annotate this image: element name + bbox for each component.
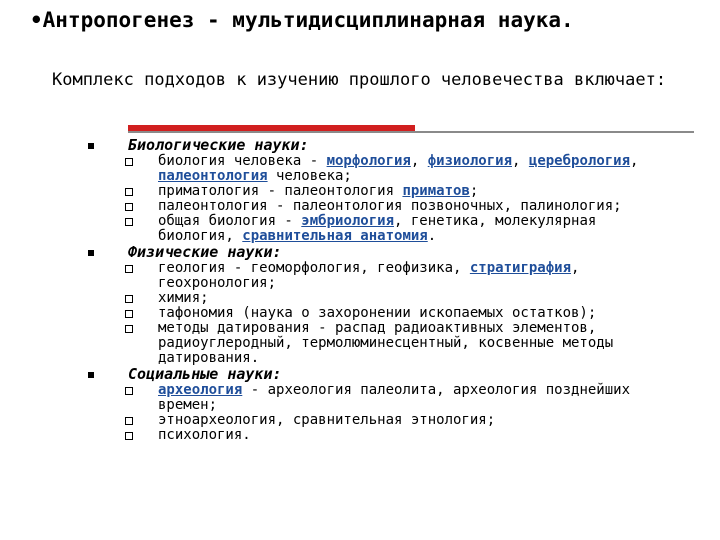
hollow-square-bullet-icon <box>125 310 133 318</box>
term-link[interactable]: археология <box>158 382 243 398</box>
term-link[interactable]: церебрология <box>528 153 631 169</box>
term-link[interactable]: приматов <box>402 183 470 199</box>
list-item <box>0 306 678 321</box>
item-text: химия; <box>158 290 209 306</box>
list-item <box>0 199 678 214</box>
item-text: , <box>512 153 529 169</box>
group-heading-text: Биологические науки: <box>128 136 309 154</box>
group-heading <box>0 244 720 261</box>
list-item <box>0 413 678 428</box>
term-link[interactable]: морфология <box>326 153 411 169</box>
list-item <box>0 214 678 244</box>
divider-line <box>128 131 694 133</box>
hollow-square-bullet-icon <box>125 218 133 226</box>
item-text: , генетика, молекулярная биология, <box>158 213 597 244</box>
term-link[interactable]: физиология <box>427 153 513 169</box>
item-text: биология человека - <box>158 153 327 169</box>
list-item <box>0 154 678 184</box>
item-text: этноархеология, сравнительная этнология; <box>158 412 496 428</box>
item-text: - археология палеолита, археология позднейших времен; <box>158 382 631 413</box>
hollow-square-bullet-icon <box>125 188 133 196</box>
item-text: , <box>410 153 428 169</box>
item-text: общая биология - <box>158 213 302 229</box>
list-item <box>0 261 678 291</box>
list-item <box>0 291 678 306</box>
list-item <box>0 184 678 199</box>
item-text: приматология - палеонтология <box>158 183 403 199</box>
square-bullet-icon <box>88 143 94 149</box>
group-heading-text: Социальные науки: <box>128 365 282 383</box>
hollow-square-bullet-icon <box>125 295 133 303</box>
item-text: палеонтология - палеонтология позвоночных, палинология; <box>158 198 622 214</box>
hollow-square-bullet-icon <box>125 325 133 333</box>
science-group <box>0 366 720 443</box>
title-text: Антропогенез - мультидисциплинарная наука. <box>42 8 574 32</box>
science-groups-list <box>0 137 720 443</box>
group-heading <box>0 137 720 154</box>
term-link[interactable]: сравнительная анатомия <box>242 228 428 244</box>
hollow-square-bullet-icon <box>125 158 133 166</box>
hollow-square-bullet-icon <box>125 203 133 211</box>
hollow-square-bullet-icon <box>125 417 133 425</box>
list-item <box>0 321 678 366</box>
group-heading <box>0 366 720 383</box>
slide-subtitle: Комплекс подходов к изучению прошлого человечества включает: <box>52 70 667 90</box>
term-link[interactable]: палеонтология <box>158 168 268 184</box>
square-bullet-icon <box>88 372 94 378</box>
title-bullet: • <box>30 8 43 32</box>
item-text: человека; <box>267 168 352 184</box>
term-link[interactable]: стратиграфия <box>469 260 572 276</box>
list-item <box>0 428 678 443</box>
hollow-square-bullet-icon <box>125 387 133 395</box>
item-text: , <box>630 153 639 169</box>
science-group <box>0 137 720 244</box>
hollow-square-bullet-icon <box>125 265 133 273</box>
item-text: тафономия (наука о захоронении ископаемых остатков); <box>158 305 597 321</box>
group-heading-text: Физические науки: <box>128 243 282 261</box>
hollow-square-bullet-icon <box>125 432 133 440</box>
item-text: ; <box>469 183 479 199</box>
item-text: психология. <box>158 427 251 443</box>
item-text: , геохронология; <box>158 260 580 291</box>
list-item <box>0 383 678 413</box>
item-text: . <box>427 228 437 244</box>
term-link[interactable]: эмбриология <box>301 213 395 229</box>
item-text: методы датирования - распад радиоактивных элементов, радиоуглеродный, термолюминесцентный, косвенные методы датирования. <box>158 320 614 366</box>
slide-title <box>30 8 700 32</box>
item-text: геология - геоморфология, геофизика, <box>158 260 470 276</box>
square-bullet-icon <box>88 250 94 256</box>
science-group <box>0 244 720 366</box>
